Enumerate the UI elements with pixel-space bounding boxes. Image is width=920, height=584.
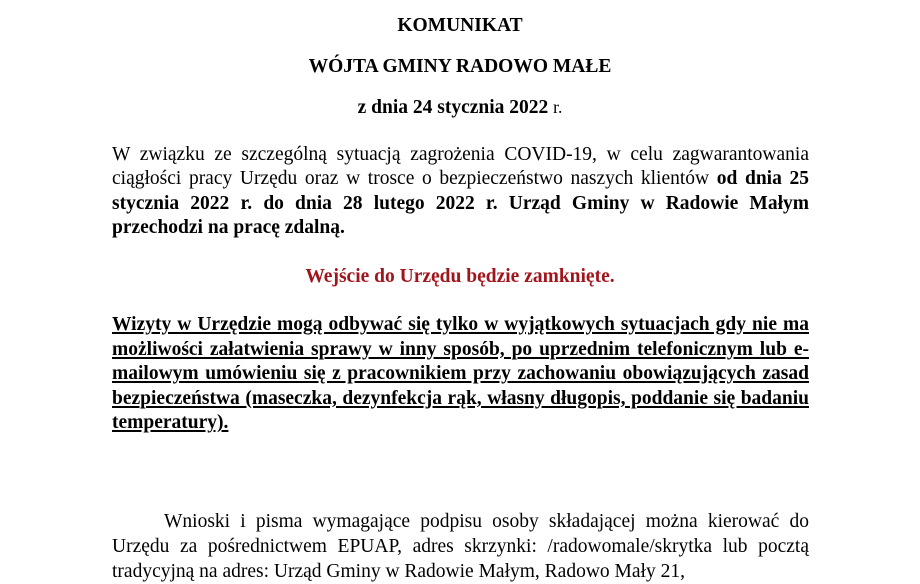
paragraph-remote-work-intro: W związku ze szczególną sytuacją zagrożenia COVID-19, w celu zagwarantowania ciągłości pracy Urzędu oraz w trosce o bezpieczeństwo naszych klientów <box>112 144 809 190</box>
paragraph-applications: Wnioski i pisma wymagające podpisu osoby składającej można kierować do Urzędu za pośrednictwem EPUAP, adres skrzynki: /radowomale/skrytka lub pocztą tradycyjną na adres: Urząd Gminy w Radowie Małym, Radowo Mały 21, <box>112 511 809 582</box>
document-date <box>0 95 920 120</box>
office-closed-notice: Wejście do Urzędu będzie zamknięte. <box>305 266 615 287</box>
paragraph-visits: Wizyty w Urzędzie mogą odbywać się tylko w wyjątkowych sytuacjach gdy nie ma możliwości załatwienia sprawy w inny sposób, po uprzednim telefonicznym lub e-mailowym umówieniu się z pracownikiem przy zachowaniu obowiązujących zasad bezpieczeństwa (maseczka, dezynfekcja rąk, własny długopis, poddanie się badaniu temperatury). <box>112 314 809 434</box>
document-title: KOMUNIKAT <box>397 15 523 36</box>
paragraph-remote-work <box>112 143 809 241</box>
document-issuer: WÓJTA GMINY RADOWO MAŁE <box>308 56 612 77</box>
paragraph-remote-work-dates: od dnia 25 stycznia 2022 r. do dnia 28 lutego 2022 r. Urząd Gminy w Radowie Małym przechodzi na pracę zdalną. <box>112 168 809 239</box>
document-date-suffix: r. <box>553 97 563 117</box>
document-date-main: z dnia 24 stycznia 2022 <box>357 97 549 118</box>
